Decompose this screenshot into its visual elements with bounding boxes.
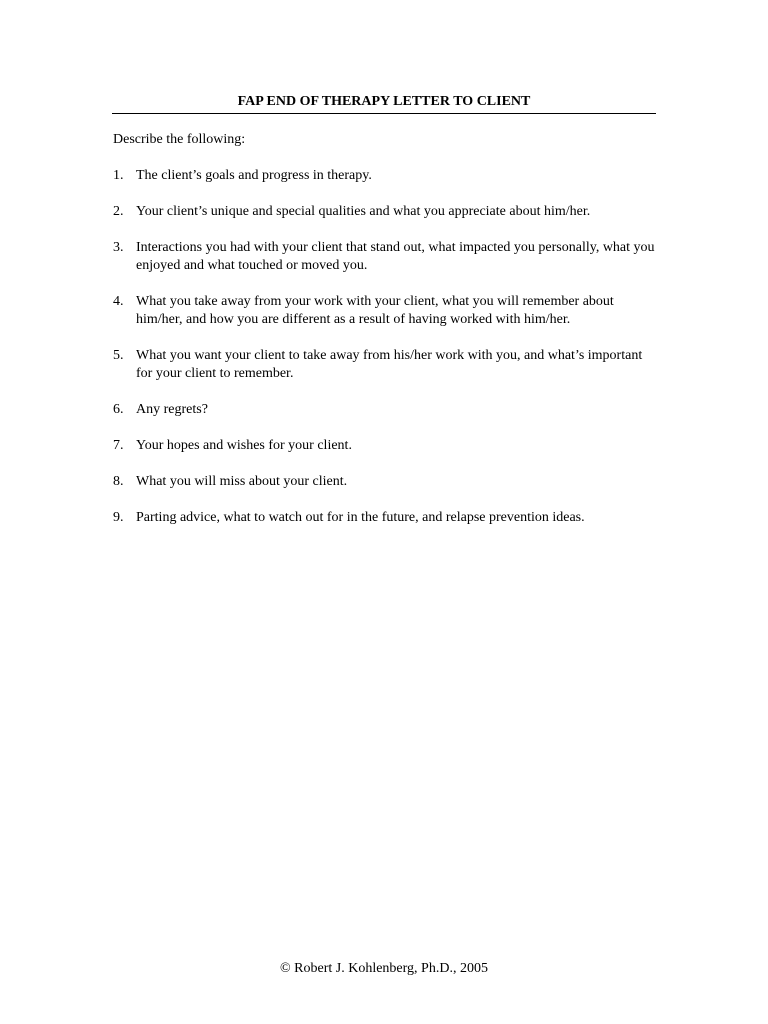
item-text: Parting advice, what to watch out for in the future, and relapse prevention ideas. — [136, 510, 585, 525]
list-item — [113, 347, 658, 383]
item-number: 7. — [113, 438, 124, 453]
item-number: 1. — [113, 168, 124, 183]
list-item — [113, 473, 658, 491]
item-text: Interactions you had with your client that stand out, what impacted you personally, what you enjoyed and what touched or moved you. — [136, 240, 655, 273]
list-item — [113, 509, 658, 527]
item-number: 8. — [113, 474, 124, 489]
intro-text: Describe the following: — [113, 132, 246, 147]
list-item — [113, 203, 658, 221]
list-item — [113, 167, 658, 185]
list-item — [113, 293, 658, 329]
item-text: Your client’s unique and special qualities and what you appreciate about him/her. — [136, 204, 591, 219]
list-item — [113, 239, 658, 275]
list-item — [113, 401, 658, 419]
item-number: 9. — [113, 510, 124, 525]
title-underline — [112, 113, 656, 114]
item-number: 2. — [113, 204, 124, 219]
item-text: Your hopes and wishes for your client. — [136, 438, 352, 453]
item-number: 4. — [113, 294, 124, 309]
item-number: 6. — [113, 402, 124, 417]
question-list — [113, 167, 658, 545]
item-text: What you will miss about your client. — [136, 474, 348, 489]
copyright-footer: © Robert J. Kohlenberg, Ph.D., 2005 — [280, 961, 488, 976]
list-item — [113, 437, 658, 455]
document-title: FAP END OF THERAPY LETTER TO CLIENT — [237, 94, 531, 109]
item-number: 3. — [113, 240, 124, 255]
item-text: The client’s goals and progress in therapy. — [136, 168, 372, 183]
item-number: 5. — [113, 348, 124, 363]
item-text: Any regrets? — [136, 402, 208, 417]
item-text: What you take away from your work with your client, what you will remember about him/her, and how you are different as a result of having worked with him/her. — [136, 294, 614, 327]
item-text: What you want your client to take away from his/her work with you, and what’s important for your client to remember. — [136, 348, 643, 381]
